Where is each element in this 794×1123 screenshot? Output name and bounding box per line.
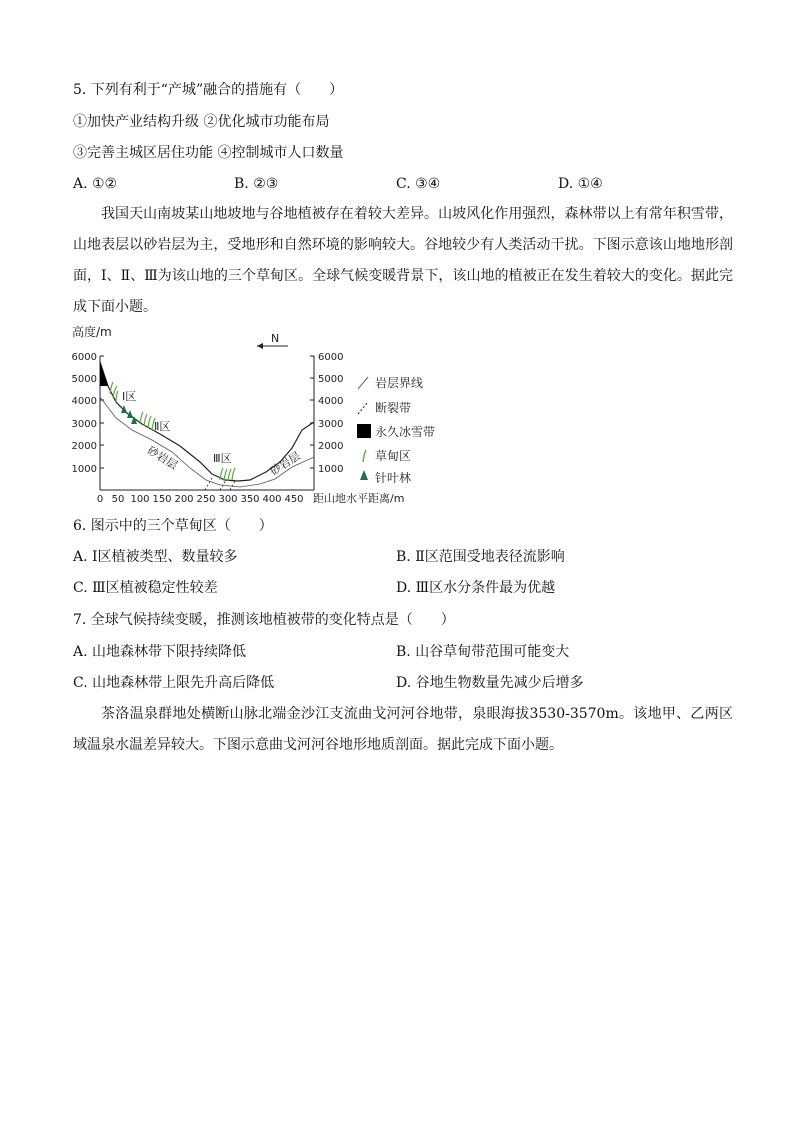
- passage-hotspring: 茶洛温泉群地处横断山脉北端金沙江支流曲戈河河谷地带，泉眼海拔3530-3570m。该地甲、乙两区域温泉水温差异较大。下图示意曲戈河河谷地形地质剖面。据此完成下面小题。: [73, 706, 733, 753]
- right-y-tick-1000: 1000: [318, 464, 344, 475]
- zone-1-label: Ⅰ区: [122, 390, 137, 403]
- zone-3-label: Ⅲ区: [213, 452, 232, 465]
- y-axis-label: 高度/m: [72, 325, 112, 339]
- q5-option-c[interactable]: C. ③④: [396, 176, 441, 192]
- y-tick-5000: 5000: [71, 374, 97, 385]
- legend-fault: 断裂带: [375, 401, 412, 415]
- right-y-tick-3000: 3000: [318, 419, 344, 430]
- terrain-profile-figure: [70, 322, 450, 512]
- right-y-ticks: [310, 352, 343, 475]
- x-tick-200: 200: [174, 494, 194, 505]
- q6-option-c[interactable]: C. Ⅲ区植被稳定性较差: [73, 580, 218, 596]
- rock-label-right: 砂岩层: [267, 449, 303, 478]
- x-tick-400: 400: [262, 494, 282, 505]
- q5-items-line2: ③完善主城区居住功能 ④控制城市人口数量: [73, 145, 344, 161]
- right-y-tick-4000: 4000: [318, 396, 344, 407]
- x-tick-350: 350: [240, 494, 260, 505]
- legend-grass: 草甸区: [375, 449, 412, 463]
- legend-ice: 永久冰雪带: [375, 425, 436, 439]
- x-tick-0: 0: [96, 494, 104, 505]
- x-tick-50: 50: [111, 494, 125, 505]
- x-tick-150: 150: [152, 494, 172, 505]
- q7-option-d[interactable]: D. 谷地生物数量先减少后增多: [396, 675, 584, 691]
- legend-grass-icon: [363, 450, 366, 462]
- x-axis-label: 距山地水平距离/m: [313, 492, 405, 505]
- x-tick-450: 450: [284, 494, 304, 505]
- y-tick-4000: 4000: [71, 396, 97, 407]
- y-tick-2000: 2000: [71, 441, 97, 452]
- q5-option-b[interactable]: B. ②③: [234, 176, 279, 192]
- q7-option-b[interactable]: B. 山谷草甸带范围可能变大: [396, 644, 570, 660]
- x-tick-300: 300: [218, 494, 238, 505]
- legend-conifer: 针叶林: [375, 471, 412, 485]
- q6-option-b[interactable]: B. Ⅱ区范围受地表径流影响: [396, 549, 565, 565]
- legend-rock-boundary: 岩层界线: [375, 376, 424, 390]
- conifer-trees: [121, 405, 137, 424]
- right-y-tick-6000: 6000: [318, 352, 344, 363]
- legend-rock-boundary-icon: [358, 377, 368, 389]
- q5-stem: 5. 下列有利于“产城”融合的措施有（ ）: [73, 82, 344, 98]
- q7-option-c[interactable]: C. 山地森林带上限先升高后降低: [73, 675, 275, 691]
- x-tick-250: 250: [196, 494, 216, 505]
- legend-ice-icon: [357, 424, 371, 438]
- y-tick-3000: 3000: [71, 419, 97, 430]
- x-ticks: [97, 491, 405, 505]
- q6-option-a[interactable]: A. Ⅰ区植被类型、数量较多: [73, 549, 238, 565]
- rock-label-left: 砂岩层: [144, 443, 180, 473]
- q5-items-line1: ①加快产业结构升级 ②优化城市功能布局: [73, 114, 330, 130]
- north-label: N: [271, 332, 280, 345]
- q6-stem: 6. 图示中的三个草甸区（ ）: [73, 518, 273, 534]
- right-y-tick-2000: 2000: [318, 441, 344, 452]
- north-arrow-head: [257, 343, 263, 349]
- x-tick-100: 100: [130, 494, 150, 505]
- legend: [357, 375, 435, 485]
- legend-conifer-icon: [360, 470, 368, 480]
- q7-stem: 7. 全球气候持续变暖，推测该地植被带的变化特点是（ ）: [73, 612, 455, 628]
- rock-boundary-line: [100, 397, 314, 487]
- left-y-ticks: [72, 352, 104, 475]
- q5-option-a[interactable]: A. ①②: [73, 176, 118, 192]
- y-tick-6000: 6000: [71, 352, 97, 363]
- zone-2-label: Ⅱ区: [154, 420, 171, 433]
- grass-zone-2: [140, 412, 155, 430]
- y-tick-1000: 1000: [71, 464, 97, 475]
- q5-option-d[interactable]: D. ①④: [558, 176, 603, 192]
- legend-fault-icon: [358, 402, 368, 414]
- q6-option-d[interactable]: D. Ⅲ区水分条件最为优越: [396, 580, 556, 596]
- right-y-tick-5000: 5000: [318, 374, 344, 385]
- passage-tianshan: 我国天山南坡某山地坡地与谷地植被存在着较大差异。山坡风化作用强烈，森林带以上有常年积雪带，山地表层以砂岩层为主，受地形和自然环境的影响较大。谷地较少有人类活动干扰。下图示意该山地地形剖面，Ⅰ、Ⅱ、Ⅲ为该山地的三个草甸区。全球气候变暖背景下，该山地的植被正在发生着较大的变化。据此完成下面小题。: [73, 206, 733, 315]
- q7-option-a[interactable]: A. 山地森林带下限持续降低: [73, 644, 247, 660]
